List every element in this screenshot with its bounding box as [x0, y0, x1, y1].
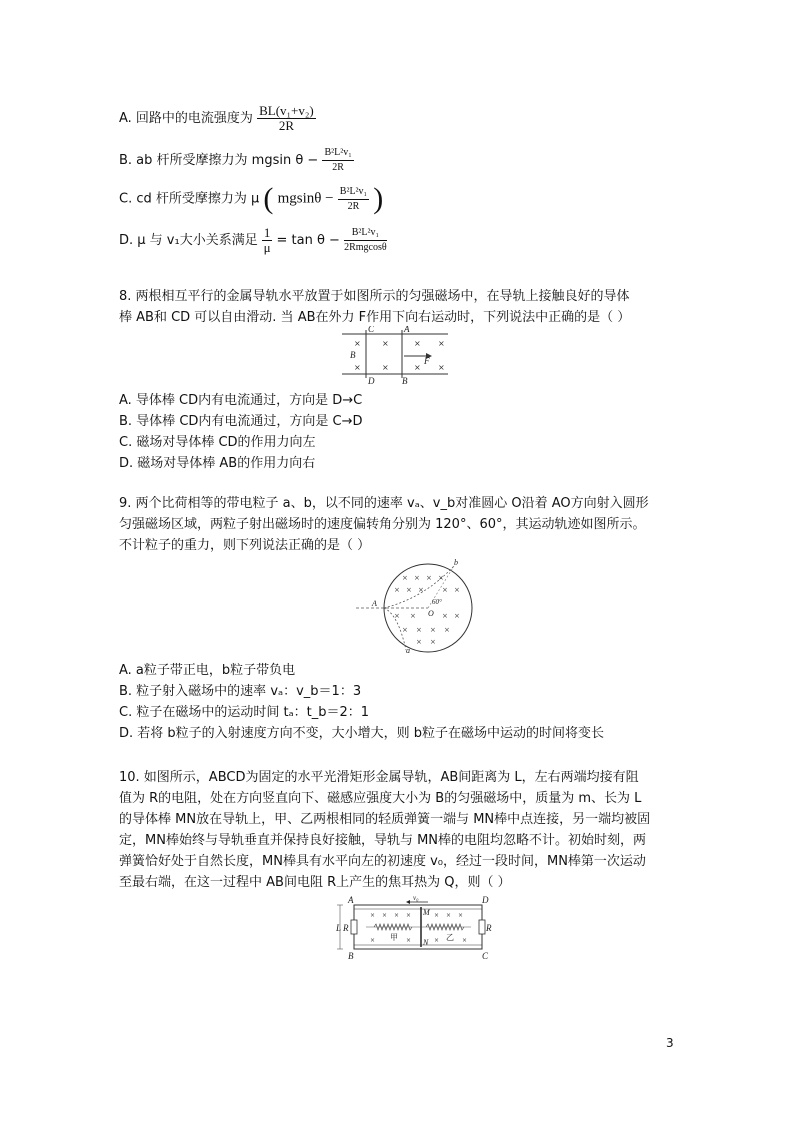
q7-option-d-prefix: D. μ 与 v₁大小关系满足: [119, 233, 258, 248]
q10-stem-line-1: 10. 如图所示，ABCD为固定的水平光滑矩形金属导轨，AB间距离为 L，左右两端均接有阻: [119, 770, 639, 785]
fraction-numerator: B²L²v₁: [338, 185, 369, 200]
field-cross: ×: [394, 912, 400, 919]
q7-option-b-fraction: [322, 146, 353, 175]
q8-figure: [340, 326, 452, 386]
field-cross: ×: [454, 612, 460, 620]
field-cross: ×: [402, 626, 408, 634]
q7-option-c-inner: mgsinθ −: [277, 190, 334, 207]
field-cross: ×: [434, 937, 440, 944]
label-d: D: [482, 895, 489, 905]
field-cross: ×: [442, 612, 448, 620]
label-a: A: [404, 326, 410, 334]
label-yi: 乙: [446, 933, 454, 942]
label-a-point: A: [372, 599, 377, 608]
fraction-denominator: μ: [263, 240, 271, 255]
q9-stem-line-2: 匀强磁场区域，两粒子射出磁场时的速度偏转角分别为 120°、60°，其运动轨迹如图所示。: [119, 517, 646, 532]
field-cross: ×: [382, 912, 388, 919]
q10-stem-line-5: 弹簧恰好处于自然长度，MN棒具有水平向左的初速度 v₀，经过一段时间，MN棒第一次运动: [119, 854, 646, 869]
fraction-denominator: 2R: [332, 162, 344, 173]
field-cross: ×: [454, 586, 460, 594]
q10-stem-line-3: 的导体棒 MN放在导轨上，甲、乙两根相同的轻质弹簧一端与 MN棒中点连接，另一端均被固: [119, 812, 651, 827]
q7-option-d-fraction-2: [344, 226, 387, 255]
field-cross: ×: [382, 363, 389, 372]
fraction-numerator: BL(v₁+v₂): [259, 103, 314, 118]
field-cross: ×: [442, 586, 448, 594]
field-cross: ×: [438, 339, 445, 348]
q7-option-d: [119, 226, 387, 255]
field-cross: ×: [414, 363, 421, 372]
label-b-bottom: B: [402, 376, 408, 386]
label-a-particle: a: [406, 646, 410, 654]
q10-stem-line-6: 至最右端，在这一过程中 AB间电阻 R上产生的焦耳热为 Q，则（ ）: [119, 875, 511, 890]
label-b: B: [348, 951, 354, 961]
field-cross: ×: [382, 339, 389, 348]
field-cross: ×: [402, 574, 408, 582]
fraction-numerator: B²L²v₁: [344, 226, 387, 241]
fraction-denominator: 2R: [278, 118, 294, 133]
q8-option-c: C. 磁场对导体棒 CD的作用力向左: [119, 435, 316, 450]
field-cross: ×: [426, 574, 432, 582]
label-b-left: B: [350, 350, 356, 360]
label-d: D: [368, 376, 375, 386]
q9-option-d: D. 若将 b粒子的入射速度方向不变，大小增大，则 b粒子在磁场中运动的时间将变长: [119, 726, 605, 741]
q7-option-a: [119, 104, 316, 133]
q9-option-a: A. a粒子带正电，b粒子带负电: [119, 663, 296, 678]
q9-stem-line-3: 不计粒子的重力，则下列说法正确的是（ ）: [119, 538, 371, 553]
field-cross: ×: [430, 626, 436, 634]
label-m: M: [423, 908, 430, 917]
field-cross: ×: [370, 912, 376, 919]
q8-option-b: B. 导体棒 CD内有电流通过，方向是 C→D: [119, 414, 363, 429]
page-number: 3: [666, 1036, 674, 1050]
field-cross: ×: [430, 638, 436, 646]
field-cross: ×: [416, 626, 422, 634]
fraction-numerator: B²L²v₁: [322, 146, 353, 161]
field-cross: ×: [354, 363, 361, 372]
q7-option-d-middle: = tan θ −: [276, 233, 340, 248]
q7-option-c-prefix: C. cd 杆所受摩擦力为 μ: [119, 191, 260, 207]
field-cross: ×: [406, 937, 412, 944]
field-cross: ×: [406, 586, 412, 594]
q8-stem-line-1: 8. 两根相互平行的金属导轨水平放置于如图所示的匀强磁场中，在导轨上接触良好的导体: [119, 289, 630, 304]
field-cross: ×: [438, 363, 445, 372]
fraction-denominator: 2R: [347, 200, 360, 212]
q7-option-a-fraction: [257, 104, 316, 133]
q7-option-b-prefix: B. ab 杆所受摩擦力为 mgsin θ −: [119, 153, 319, 168]
fraction-denominator: 2Rmgcosθ: [344, 242, 387, 253]
label-l: L: [336, 923, 342, 933]
q9-option-c: C. 粒子在磁场中的运动时间 tₐ：t_b＝2：1: [119, 705, 370, 720]
label-v0: v₀: [413, 894, 419, 902]
q7-option-d-fraction-1: [262, 226, 273, 255]
q9-stem-line-1: 9. 两个比荷相等的带电粒子 a、b，以不同的速率 vₐ、v_b对准圆心 O沿着 AO方向射入圆形: [119, 496, 649, 511]
q7-option-a-prefix: A. 回路中的电流强度为: [119, 111, 253, 126]
label-o: O: [428, 609, 434, 618]
field-cross: ×: [458, 912, 464, 919]
q7-option-b: [119, 146, 354, 175]
label-b-particle: b: [454, 558, 458, 567]
field-cross: ×: [446, 912, 452, 919]
q9-figure: [354, 558, 474, 654]
fraction-numerator: 1: [263, 225, 271, 240]
field-cross: ×: [438, 574, 444, 582]
field-cross: ×: [370, 937, 376, 944]
label-c: C: [482, 951, 489, 961]
label-jia: 甲: [390, 933, 398, 942]
field-cross: ×: [394, 612, 400, 620]
label-n: N: [423, 938, 429, 947]
left-paren: (: [263, 182, 274, 215]
q10-stem-line-2: 值为 R的电阻，处在方向竖直向下、磁感应强度大小为 B的匀强磁场中，质量为 m、长为 L: [119, 791, 642, 806]
q8-option-a: A. 导体棒 CD内有电流通过，方向是 D→C: [119, 393, 363, 408]
q7-option-c-fraction: [338, 185, 369, 214]
q7-option-c: [119, 184, 383, 214]
field-cross: ×: [462, 937, 468, 944]
label-angle: 60°: [432, 598, 442, 606]
q8-stem-line-2: 棒 AB和 CD 可以自由滑动. 当 AB在外力 F作用下向右运动时，下列说法中正确的是（ ）: [119, 310, 631, 325]
field-cross: ×: [414, 339, 421, 348]
field-cross: ×: [444, 626, 450, 634]
field-cross: ×: [410, 612, 416, 620]
field-cross: ×: [418, 586, 424, 594]
field-cross: ×: [354, 339, 361, 348]
q8-option-d: D. 磁场对导体棒 AB的作用力向右: [119, 456, 316, 471]
q9-option-b: B. 粒子射入磁场中的速率 vₐ：v_b＝1：3: [119, 684, 362, 699]
field-cross: ×: [414, 574, 420, 582]
label-c: C: [368, 326, 375, 334]
q10-stem-line-4: 定，MN棒始终与导轨垂直并保持良好接触，导轨与 MN棒的电阻均忽略不计。初始时刻，两: [119, 833, 647, 848]
field-cross: ×: [416, 638, 422, 646]
field-cross: ×: [434, 912, 440, 919]
label-a: A: [348, 895, 354, 905]
label-r-left: R: [343, 923, 349, 933]
right-paren: ): [373, 182, 384, 215]
label-r-right: R: [486, 923, 492, 933]
field-cross: ×: [406, 912, 412, 919]
q10-figure: [334, 893, 494, 963]
label-f: F: [424, 356, 430, 366]
field-cross: ×: [394, 586, 400, 594]
